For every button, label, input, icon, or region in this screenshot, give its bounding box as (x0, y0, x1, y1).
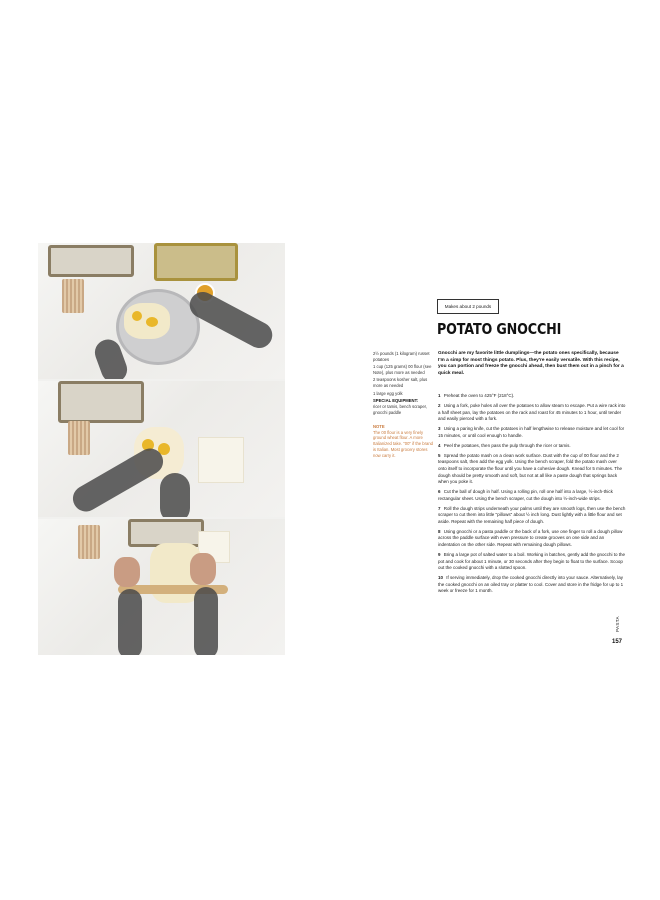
ingredient-item: 2½ pounds (1 kilogram) russet potatoes (373, 351, 430, 362)
step-number: 4 (438, 442, 441, 448)
ingredient-item: 1 large egg yolk (373, 390, 403, 396)
step-number: 3 (438, 426, 441, 432)
photo-strip (38, 243, 285, 655)
step (438, 393, 626, 400)
step (438, 575, 626, 595)
step (438, 552, 626, 572)
yield-box: Makes about 2 pounds (437, 299, 499, 314)
step-number: 1 (438, 393, 441, 398)
step-text: Using a paring knife, cut the potatoes in half lengthwise to release moisture and let cool for 15 minutes, or until cool enough to handle. (438, 426, 625, 438)
step-number: 8 (438, 528, 441, 534)
step (438, 403, 626, 423)
gnocchi-paddle (68, 421, 90, 455)
step-text: Using a fork, poke holes all over the potatoes to allow steam to escape. Put a wire rack into a half sheet pan, lay the potatoes on the rack and roast for 45 minutes to 1 hour, until tender and easily pierced with a fork. (438, 402, 626, 422)
recipe-title: POTATO GNOCCHI (437, 320, 562, 338)
right-arm (194, 587, 218, 655)
step (438, 453, 626, 486)
sheet-pan (58, 381, 144, 423)
note-text: The 00 flour is a very finely ground wheat flour. A more Italianized take. "00" if the brand is Italian. Most grocery stores now carry it. (373, 429, 434, 458)
sheet-pan (48, 245, 134, 277)
right-arm (160, 473, 190, 517)
step-text: Bring a large pot of salted water to a boil. Working in batches, gently add the gnocchi to the pot and cook for about 1 minute, or 30 seconds after they begin to float to the surface. Scoop out the cooked gnocchi with a slotted spoon. (438, 552, 626, 571)
step-text: If serving immediately, drop the cooked gnocchi directly into your sauce. Alternatively, lay the cooked gnocchi on an oiled tray or platter to cool. Cover and store in the fridge for up to 1 week or freeze for 1 month. (438, 575, 624, 594)
ingredient-item: 1 cup (125 grams) 00 flour (see Note), plus more as needed (373, 364, 432, 375)
step (438, 506, 626, 526)
equipment-text: ricer or tamis, bench scraper, gnocchi paddle (373, 404, 427, 415)
potato-chunk (146, 317, 158, 327)
potato-chunk (132, 311, 142, 321)
ingredients-column (373, 351, 433, 459)
step-text: Roll the dough strips underneath your palms until they are smooth logs, then use the bench scraper to cut them into little "pillows" about ½ inch long. Dust lightly with a little flour and set aside. Repeat with the remaining half piece of dough. (438, 505, 626, 524)
equipment-heading: SPECIAL EQUIPMENT: (373, 398, 419, 404)
right-hand (190, 553, 216, 585)
step (438, 489, 626, 502)
gnocchi-paddle (78, 525, 100, 559)
photo-mixing-dough (38, 381, 285, 517)
step-number: 7 (438, 505, 441, 511)
step-number: 6 (438, 489, 441, 495)
method-steps (438, 393, 626, 598)
left-arm (118, 589, 142, 655)
step-number: 2 (438, 402, 441, 408)
step-number: 9 (438, 552, 441, 557)
step (438, 529, 626, 549)
step (438, 426, 626, 439)
step (438, 443, 626, 450)
gnocchi-paddle (62, 279, 84, 313)
wire-rack (154, 243, 238, 281)
recipe-intro: Gnocchi are my favorite little dumplings—the potato ones specifically, because I'm a simp for most things potato. Plus, they're easily versatile. With this recipe, you can portion and freeze the gnocchi ahead, then bust them out in a pinch for a quick meal. (438, 351, 624, 376)
photo-ricing-potatoes (38, 243, 285, 379)
left-hand (114, 557, 140, 587)
ingredient-item: 2 teaspoons kosher salt, plus more as needed (373, 377, 428, 389)
step-text: Preheat the oven to 425°F (218°C). (443, 393, 515, 398)
step-number: 5 (438, 452, 441, 458)
step-text: Spread the potato mash on a clean work surface. Dust with the cup of 00 flour and the 2 teaspoons salt, then add the egg yolk. Using the bench scraper, fold the potato mash over onto itself to incorporate the flour until you have a cohesive dough. Knead for 5 minutes. The dough should be pretty smooth and soft, but not at all like a paste dough that springs back when you poke it. (438, 452, 623, 485)
parchment (198, 437, 244, 483)
page-number: 157 (612, 639, 623, 645)
step-number: 10 (438, 575, 444, 581)
section-tab: PASTA (615, 616, 620, 632)
photo-rolling-dough (38, 519, 285, 655)
step-text: Using gnocchi or a pasta paddle or the back of a fork, use one finger to roll a dough pillow across the paddle surface with even pressure to create grooves on one side and an indentation on the other side. Repeat with remaining dough pillows. (438, 528, 623, 548)
note-heading: NOTE (373, 423, 385, 429)
step-text: Cut the ball of dough in half. Using a rolling pin, roll one half into a large, ½-inch-thick rectangular sheet. Using the bench scraper, cut the dough into ½-inch-wide strips. (438, 489, 613, 501)
step-text: Peel the potatoes, then pass the pulp through the ricer or tamis. (443, 442, 571, 448)
